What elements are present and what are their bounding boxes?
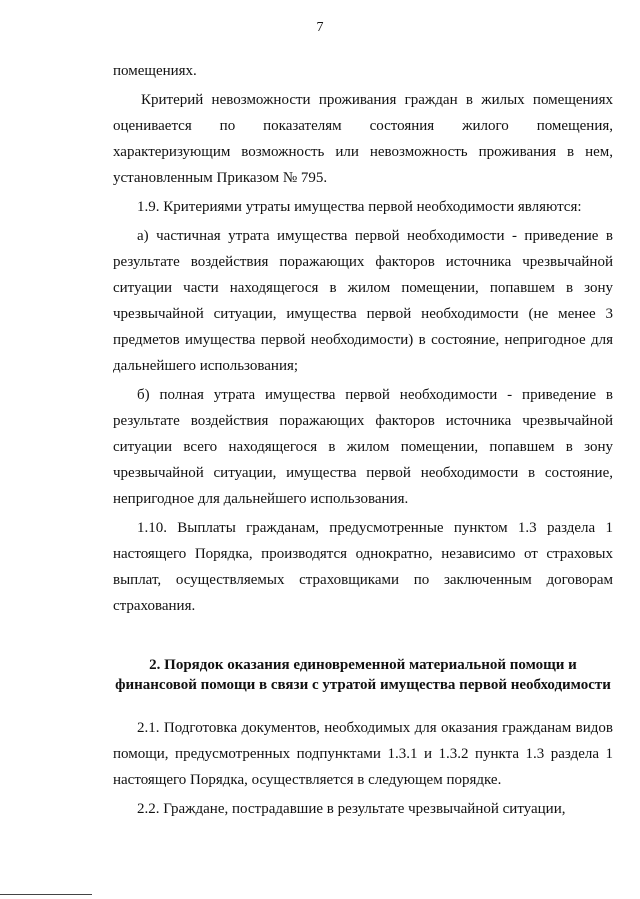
paragraph-item-b: б) полная утрата имущества первой необходимости - приведение в результате воздействия поражающих факторов источника чрезвычайной ситуации всего находящегося в жилом помещении, попавшем в зону чрезвычайной ситуации, имущества первой необходимости в состояние, непригодное для дальнейшего использования. xyxy=(113,387,613,507)
paragraph-1-10: 1.10. Выплаты гражданам, предусмотренные пунктом 1.3 раздела 1 настоящего Порядка, производятся однократно, независимо от страховых выплат, осуществляемых страховщиками по заключенным договорам страхования. xyxy=(113,520,613,614)
paragraph-2-1: 2.1. Подготовка документов, необходимых для оказания гражданам видов помощи, предусмотренных подпунктами 1.3.1 и 1.3.2 пункта 1.3 раздела 1 настоящего Порядка, осуществляется в следующем порядке. xyxy=(113,720,613,788)
paragraph-criterion-housing: Критерий невозможности проживания граждан в жилых помещениях оценивается по показателям состояния жилого помещения, характеризующим возможность или невозможность проживания в нем, установленным Приказом № 795. xyxy=(113,92,613,186)
paragraph-item-a: а) частичная утрата имущества первой необходимости - приведение в результате воздействия поражающих факторов источника чрезвычайной ситуации части находящегося в жилом помещении, попавшем в зону чрезвычайной ситуации, имущества первой необходимости (не менее 3 предметов имущества первой необходимости) в состояние, непригодное для дальнейшего использования; xyxy=(113,228,613,374)
paragraph-continuation: помещениях. xyxy=(113,63,197,79)
footer-divider xyxy=(0,894,92,895)
document-body xyxy=(113,58,613,822)
page-number: 7 xyxy=(316,20,324,35)
section-2-heading: 2. Порядок оказания единовременной материальной помощи и финансовой помощи в связи с утратой имущества первой необходимости xyxy=(115,657,611,693)
paragraph-2-2: 2.2. Граждане, пострадавшие в результате чрезвычайной ситуации, xyxy=(137,801,566,817)
paragraph-1-9: 1.9. Критериями утраты имущества первой необходимости являются: xyxy=(137,199,582,215)
